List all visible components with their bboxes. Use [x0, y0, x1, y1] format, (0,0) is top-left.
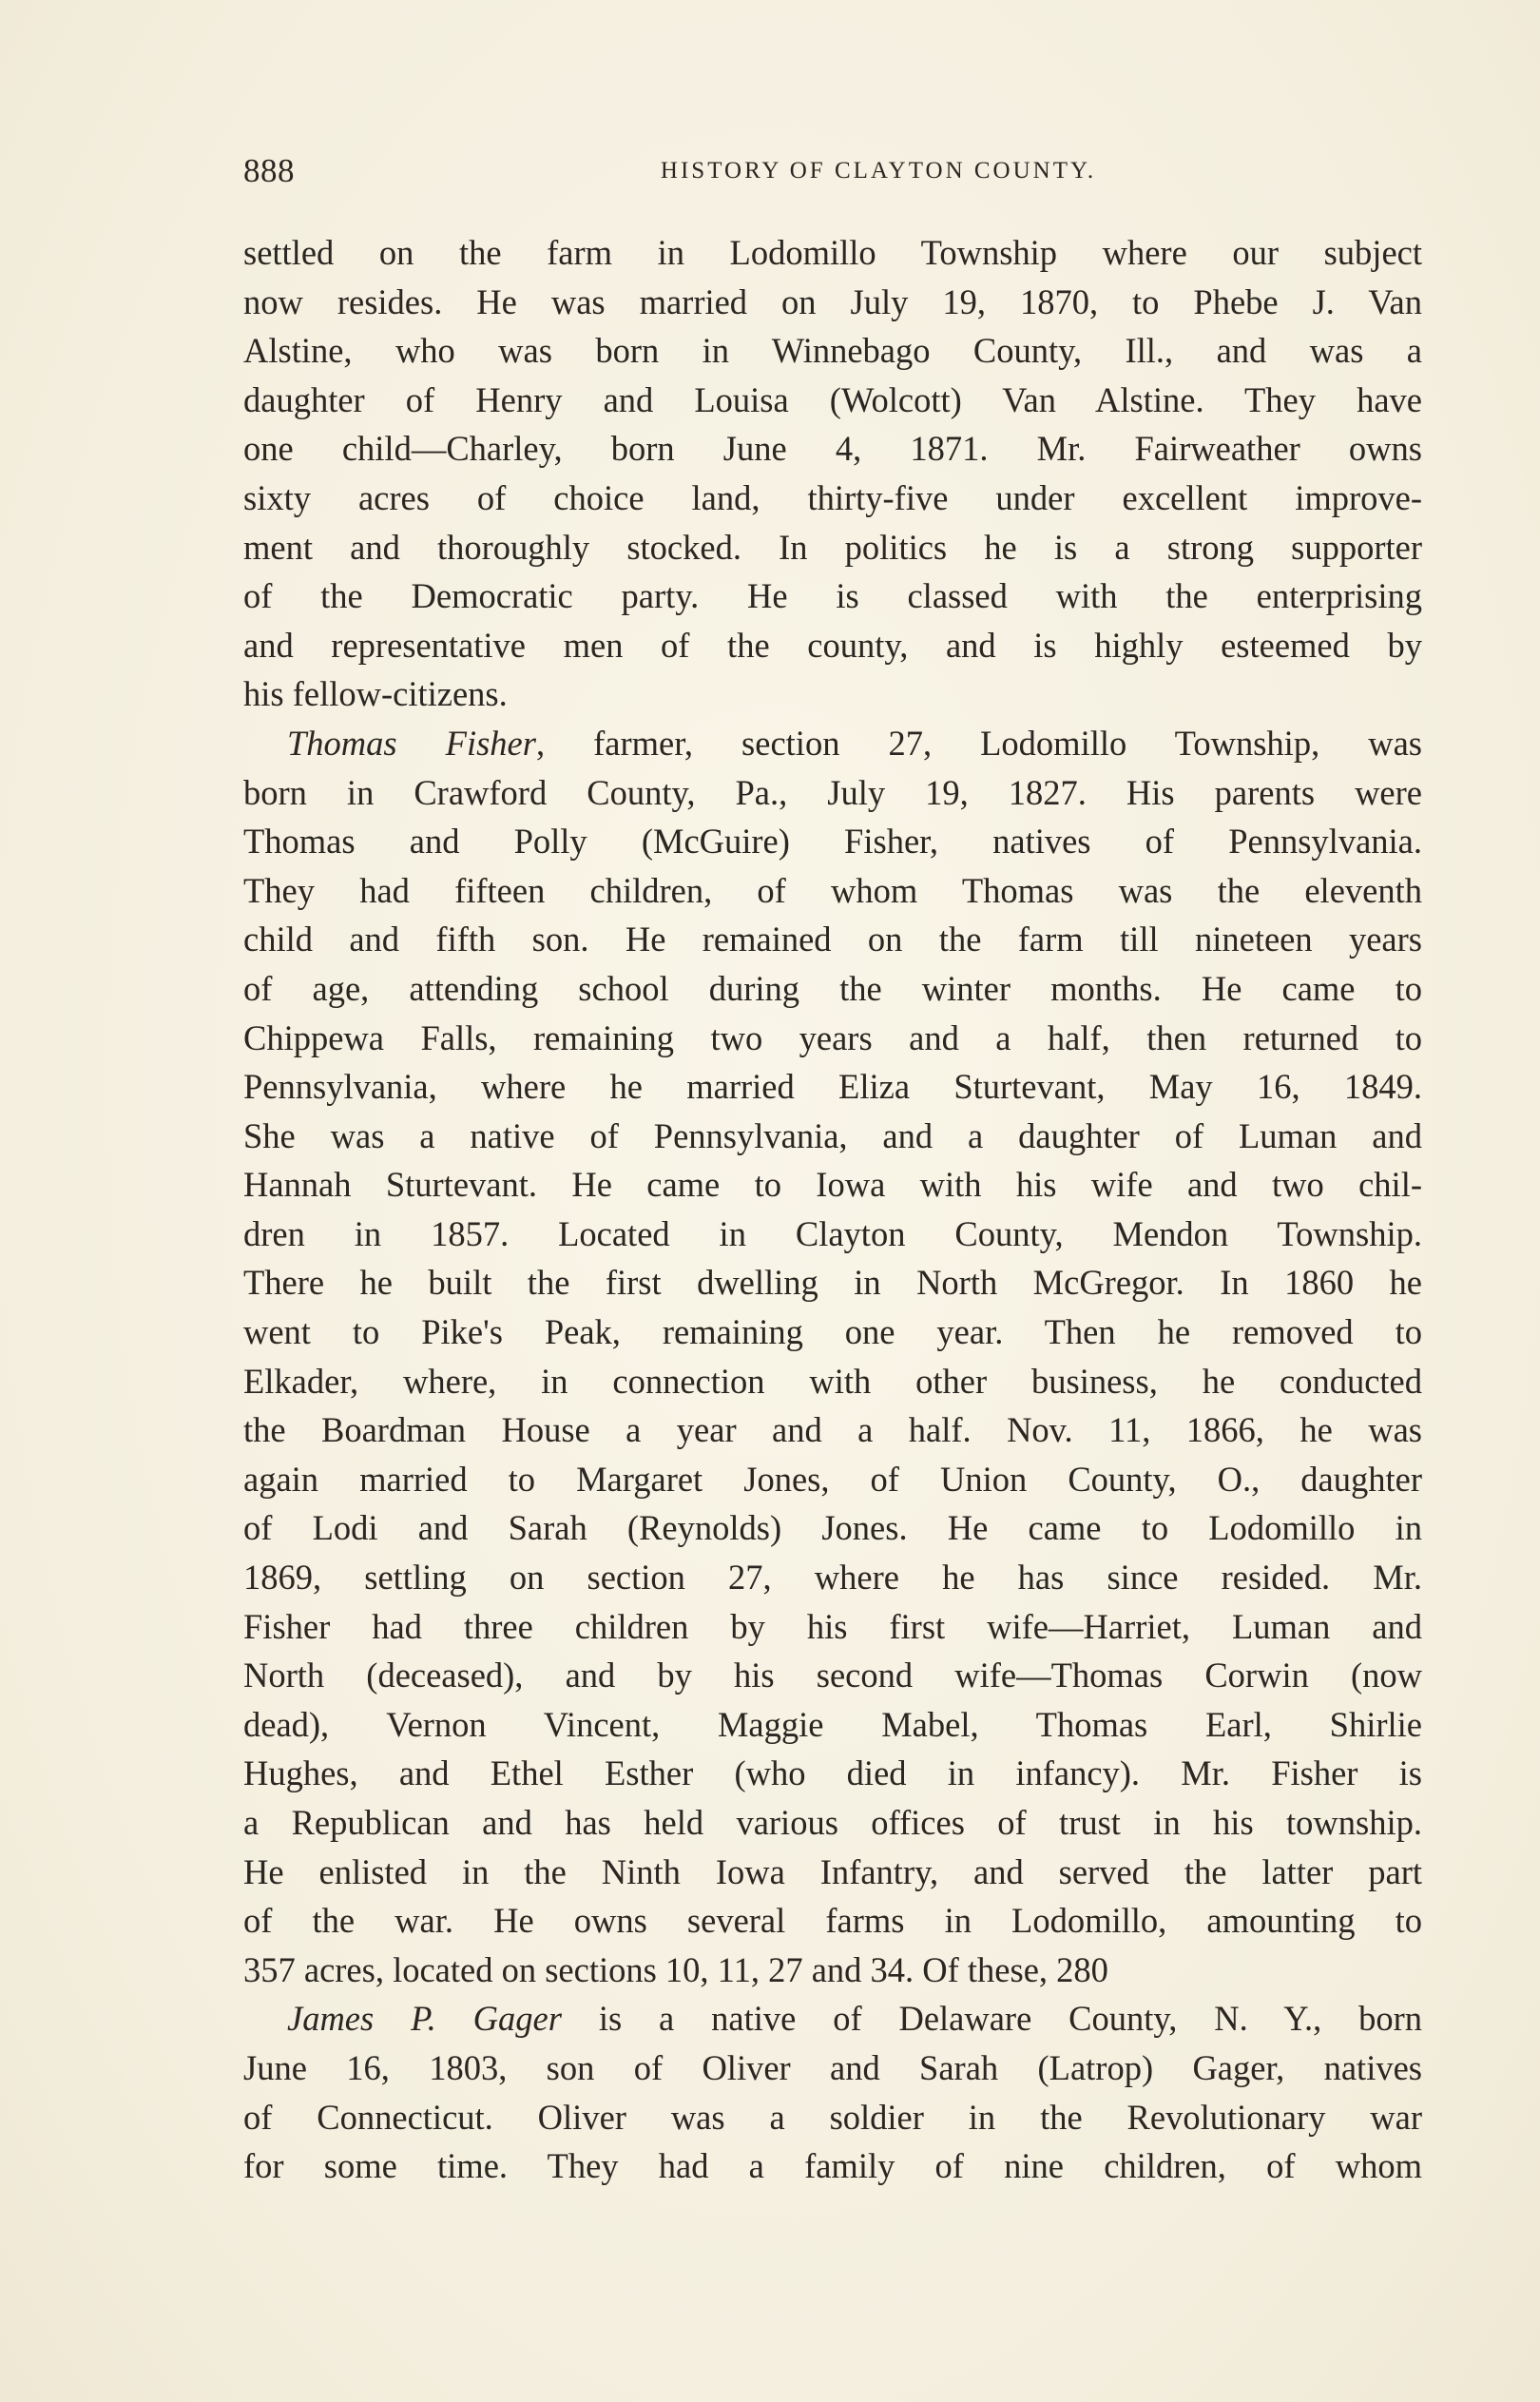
first-line-rest: is a native of Delaware County, N. Y., born	[561, 1999, 1422, 2039]
text-line: dren in 1857. Located in Clayton County, Mendon Township.	[243, 1213, 1422, 1253]
text-line: She was a native of Pennsylvania, and a daughter of Luman and	[243, 1115, 1422, 1155]
paragraph-fairweather-continued	[243, 228, 1422, 719]
body-text	[243, 228, 1422, 2191]
text-line: his fellow-citizens.	[243, 674, 508, 714]
page-header	[243, 152, 1422, 194]
text-line: for some time. They had a family of nine children, of whom	[243, 2146, 1422, 2186]
text-line-first	[243, 1994, 1422, 2044]
text-line: 1869, settling on section 27, where he has since resided. Mr.	[243, 1558, 1422, 1598]
text-line: of Lodi and Sarah (Reynolds) Jones. He came to Lodomillo in	[243, 1508, 1422, 1548]
biography-name: James P. Gager	[287, 1999, 562, 2039]
text-line: the Boardman House a year and a half. Nov. 11, 1866, he was	[243, 1410, 1422, 1450]
text-line: Elkader, where, in connection with other business, he conducted	[243, 1361, 1422, 1401]
text-line: sixty acres of choice land, thirty-five under excellent improve-	[243, 477, 1422, 517]
running-title: HISTORY OF CLAYTON COUNTY.	[660, 158, 1097, 184]
text-line: Thomas and Polly (McGuire) Fisher, natives of Pennsylvania.	[243, 822, 1422, 862]
text-line: Chippewa Falls, remaining two years and a half, then returned to	[243, 1017, 1422, 1057]
text-line: again married to Margaret Jones, of Union County, O., daughter	[243, 1459, 1422, 1499]
paragraph-thomas-fisher	[243, 719, 1422, 1994]
text-line: 357 acres, located on sections 10, 11, 27 and 34. Of these, 280	[243, 1949, 1108, 1989]
text-line: Hughes, and Ethel Esther (who died in infancy). Mr. Fisher is	[243, 1753, 1422, 1793]
text-line: now resides. He was married on July 19, 1870, to Phebe J. Van	[243, 281, 1422, 321]
paragraph-james-gager	[243, 1994, 1422, 2190]
text-line: There he built the first dwelling in North McGregor. In 1860 he	[243, 1263, 1422, 1303]
text-line: Hannah Sturtevant. He came to Iowa with his wife and two chil-	[243, 1165, 1422, 1205]
text-line: North (deceased), and by his second wife—Thomas Corwin (now	[243, 1656, 1422, 1695]
text-line: of the war. He owns several farms in Lodomillo, amounting to	[243, 1901, 1422, 1941]
text-line: Pennsylvania, where he married Eliza Sturtevant, May 16, 1849.	[243, 1067, 1422, 1107]
text-line: of age, attending school during the winter months. He came to	[243, 968, 1422, 1008]
text-line: They had fifteen children, of whom Thomas was the eleventh	[243, 870, 1422, 910]
text-line: child and fifth son. He remained on the farm till nineteen years	[243, 920, 1422, 959]
text-line: daughter of Henry and Louisa (Wolcott) Van Alstine. They have	[243, 379, 1422, 419]
text-line-first	[243, 719, 1422, 768]
text-line: a Republican and has held various offices of trust in his township.	[243, 1803, 1422, 1842]
text-line: June 16, 1803, son of Oliver and Sarah (Latrop) Gager, natives	[243, 2047, 1422, 2087]
text-line: settled on the farm in Lodomillo Township where our subject	[243, 233, 1422, 272]
text-line: of Connecticut. Oliver was a soldier in the Revolutionary war	[243, 2097, 1422, 2137]
first-line-rest: , farmer, section 27, Lodomillo Township, was	[535, 723, 1422, 763]
text-line: went to Pike's Peak, remaining one year. Then he removed to	[243, 1312, 1422, 1352]
text-line: dead), Vernon Vincent, Maggie Mabel, Thomas Earl, Shirlie	[243, 1704, 1422, 1744]
text-line: and representative men of the county, and is highly esteemed by	[243, 625, 1422, 665]
text-line: born in Crawford County, Pa., July 19, 1827. His parents were	[243, 772, 1422, 812]
page-number: 888	[243, 152, 295, 189]
text-line: Alstine, who was born in Winnebago County, Ill., and was a	[243, 331, 1422, 371]
text-line: ment and thoroughly stocked. In politics he is a strong supporter	[243, 527, 1422, 567]
biography-name: Thomas Fisher	[287, 723, 536, 763]
text-line: Fisher had three children by his first wife—Harriet, Luman and	[243, 1606, 1422, 1646]
text-line: of the Democratic party. He is classed with the enterprising	[243, 576, 1422, 616]
text-line: He enlisted in the Ninth Iowa Infantry, and served the latter part	[243, 1851, 1422, 1891]
text-line: one child—Charley, born June 4, 1871. Mr. Fairweather owns	[243, 429, 1422, 469]
